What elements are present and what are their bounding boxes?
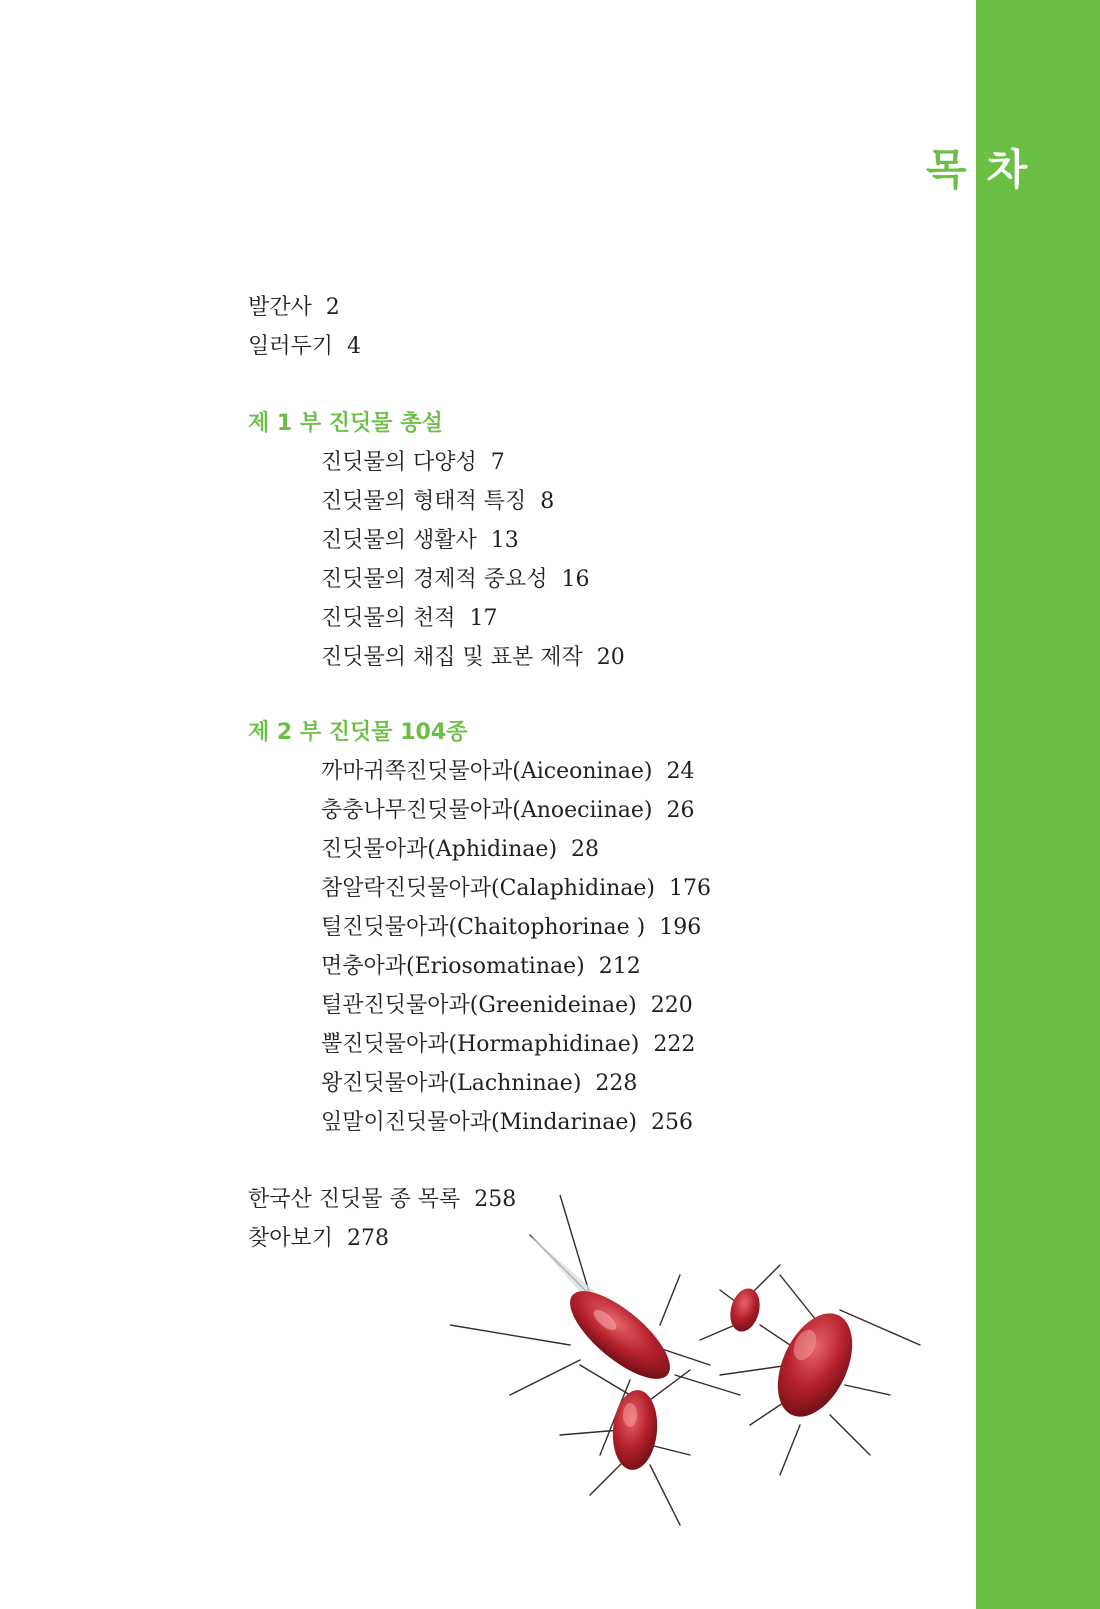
toc-entry-preface[interactable]: [248, 288, 948, 327]
toc-entry-label: 왕진딧물아과(Lachninae): [321, 1071, 582, 1096]
toc-entry-page: 20: [596, 645, 625, 670]
toc-entry-page: 7: [490, 450, 505, 475]
toc-entry-page: 256: [650, 1110, 693, 1135]
toc-entry-notes[interactable]: [248, 327, 948, 366]
title-char-1: 목: [926, 145, 967, 194]
toc-entry-page: 17: [469, 606, 498, 631]
toc-entry-label: 충충나무진딧물아과(Anoeciinae): [321, 798, 653, 823]
toc-entry-page: 2: [325, 295, 340, 320]
page-title: [926, 140, 1027, 200]
toc-entry-page: 220: [650, 993, 693, 1018]
toc-entry-page: 176: [669, 876, 711, 901]
toc-entry-page: 222: [653, 1032, 696, 1057]
toc-entry[interactable]: [248, 869, 948, 908]
toc-entry-label: 진딧물의 천적: [321, 606, 456, 631]
toc-entry-page: 16: [561, 567, 590, 592]
toc-entry-label: 찾아보기: [248, 1226, 334, 1251]
toc-entry-label: 발간사: [248, 295, 312, 320]
toc-entry-label: 까마귀쪽진딧물아과(Aiceoninae): [321, 759, 653, 784]
toc-entry-page: 28: [571, 837, 600, 862]
toc-entry[interactable]: [248, 1103, 948, 1142]
toc-entry[interactable]: [248, 1025, 948, 1064]
toc-entry-label: 진딧물의 채집 및 표본 제작: [321, 645, 583, 670]
table-of-contents: [248, 288, 948, 1258]
green-side-bar: [976, 0, 1100, 1609]
toc-entry-label: 진딧물의 생활사: [321, 528, 477, 553]
toc-entry[interactable]: [248, 791, 948, 830]
toc-entry[interactable]: [248, 443, 948, 482]
toc-entry-label: 잎말이진딧물아과(Mindarinae): [321, 1110, 637, 1135]
toc-entry-label: 털진딧물아과(Chaitophorinae ): [321, 915, 646, 940]
toc-entry[interactable]: [248, 908, 948, 947]
toc-entry[interactable]: [248, 752, 948, 791]
part1-heading: 제 1 부 진딧물 총설: [248, 411, 443, 436]
toc-entry-page: 278: [347, 1226, 390, 1251]
toc-entry-label: 면충아과(Eriosomatinae): [321, 954, 585, 979]
toc-entry[interactable]: [248, 830, 948, 869]
toc-entry-page: 24: [666, 759, 695, 784]
toc-entry-page: 8: [540, 489, 555, 514]
toc-entry-page: 26: [666, 798, 695, 823]
title-char-2: 차: [986, 145, 1028, 194]
toc-entry-label: 진딧물아과(Aphidinae): [321, 837, 558, 862]
toc-entry[interactable]: [248, 638, 948, 677]
toc-entry[interactable]: [248, 986, 948, 1025]
toc-entry-page: 228: [595, 1071, 638, 1096]
toc-entry-label: 뿔진딧물아과(Hormaphidinae): [321, 1032, 640, 1057]
toc-entry-label: 진딧물의 경제적 중요성: [321, 567, 548, 592]
toc-entry[interactable]: [248, 599, 948, 638]
toc-entry[interactable]: [248, 1064, 948, 1103]
aphids-photo: [450, 1195, 970, 1555]
toc-entry-label: 참알락진딧물아과(Calaphidinae): [321, 876, 655, 901]
part2-heading: 제 2 부 진딧물 104종: [248, 720, 468, 745]
toc-entry-label: 털관진딧물아과(Greenideinae): [321, 993, 637, 1018]
toc-entry-label: 일러두기: [248, 334, 334, 359]
toc-entry-label: 진딧물의 형태적 특징: [321, 489, 527, 514]
toc-entry-page: 4: [347, 334, 362, 359]
toc-entry-label: 한국산 진딧물 종 목록: [248, 1187, 461, 1212]
toc-entry-page: 13: [490, 528, 519, 553]
toc-entry[interactable]: [248, 482, 948, 521]
toc-entry[interactable]: [248, 947, 948, 986]
toc-entry[interactable]: [248, 560, 948, 599]
toc-entry-label: 진딧물의 다양성: [321, 450, 477, 475]
toc-entry[interactable]: [248, 521, 948, 560]
toc-entry-page: 196: [659, 915, 702, 940]
toc-entry-page: 212: [598, 954, 641, 979]
toc-entry-page: 258: [474, 1187, 517, 1212]
